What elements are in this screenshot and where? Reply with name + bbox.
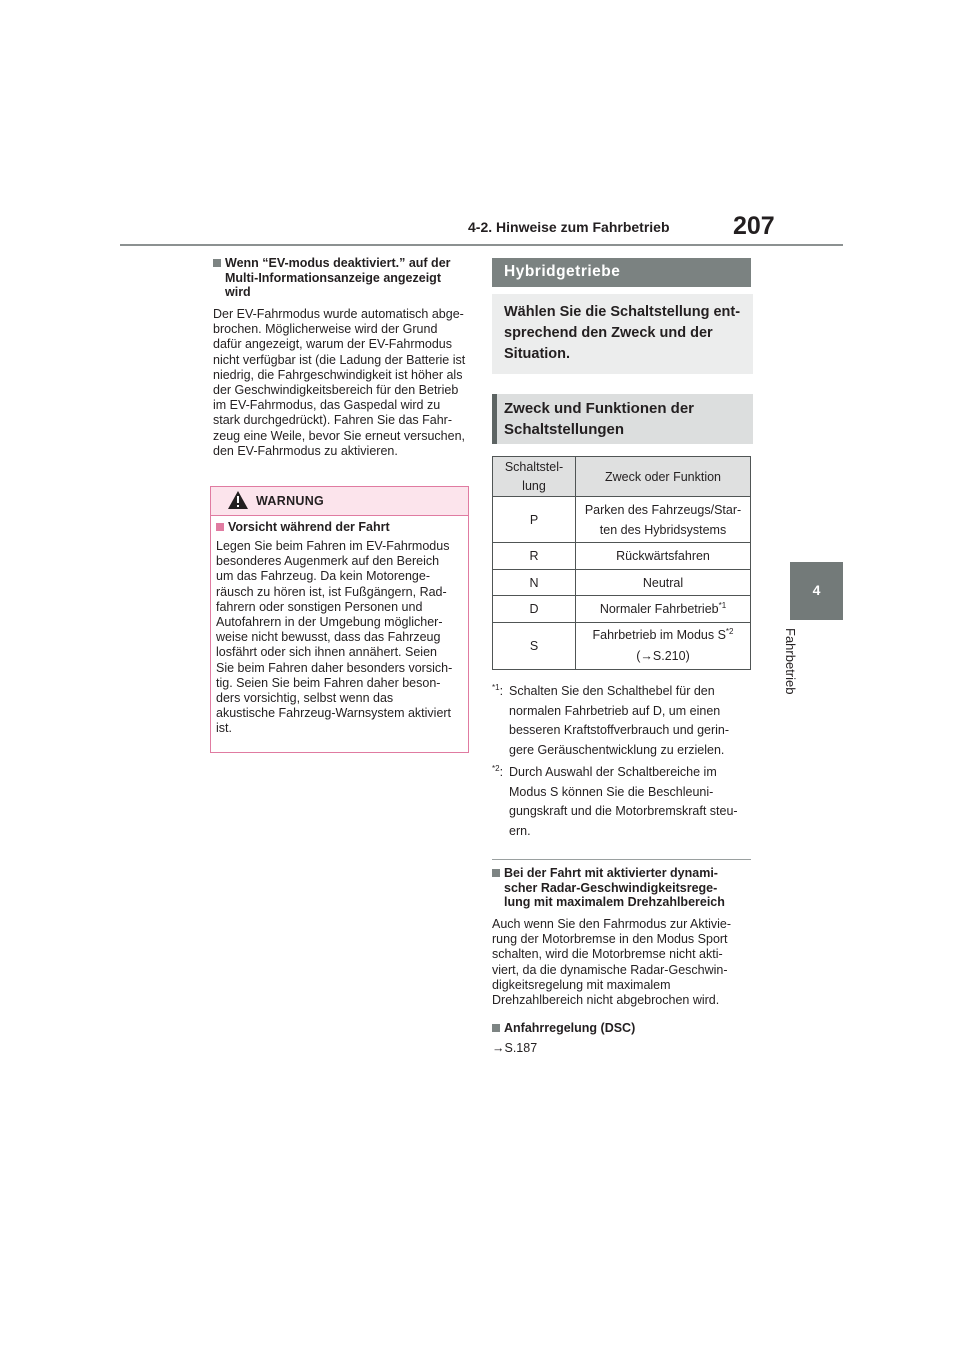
table-row: R Rückwärtsfahren: [493, 543, 751, 570]
table-row: S Fahrbetrieb im Modus $S^{*2}$ (→S.210): [493, 623, 751, 670]
table-header-row: [493, 457, 751, 497]
dsc-heading: Anfahrregelung (DSC): [492, 1021, 766, 1036]
table-row: N Neutral: [493, 570, 751, 596]
footnote-1: $^{*1}$: Schalten Sie den Schalthebel für den normalen Fahrbetrieb auf D, um einen besseren Kraftstoffverbrauch und gerin- gere Geräuschentwicklung zu erzielen.: [492, 682, 730, 757]
chapter-label: Fahrbetrieb: [783, 628, 798, 695]
table-header-position: Schaltstel- lung: [493, 457, 576, 497]
hybrid-section-title: Hybridgetriebe: [504, 263, 621, 280]
chapter-number: 4: [812, 582, 821, 598]
warning-title: WARNUNG: [256, 494, 325, 508]
page-number: 207: [733, 212, 775, 240]
section-divider: [492, 859, 751, 860]
hybrid-intro-text: Wählen Sie die Schaltstellung ent- sprechend den Zweck und der Situation.: [504, 304, 741, 362]
hybrid-section-bar: [492, 258, 751, 287]
purpose-title-accent: [492, 394, 497, 444]
ev-mode-body: Der EV-Fahrmodus wurde automatisch abge- brochen. Möglicherweise wird der Grund dafür angezeigt, warum der EV-Fahrmodus nicht verfügbar ist (die Ladung der Batterie ist niedrig, die Fahrgeschwindigkeit ist höher als der Geschwindigkeitsbereich für den Betrieb im EV-Fahrmodus, das Gaspedal wird zu stark durchgedrückt). Fahren Sie das Fahr- zeug eine Weile, bevor Sie erneut versuchen, den EV-Fahrmodus zu aktivieren.: [213, 307, 466, 458]
dsc-page-reference[interactable]: →S.187: [492, 1041, 538, 1055]
purpose-title-box: [492, 394, 753, 444]
hybrid-intro-box: [492, 294, 753, 374]
bullet-square-icon: [216, 523, 224, 531]
radar-heading: Bei der Fahrt mit aktivierter dynami- scher Radar-Geschwindigkeitsrege- lung mit maximalem Drehzahlbereich: [492, 866, 766, 910]
radar-body: Auch wenn Sie den Fahrmodus zur Aktivie- rung der Motorbremse in den Modus Sport schalten, wird die Motorbremse nicht akti- viert, da die dynamische Radar-Geschwin- digkeitsregelung mit maximalem Drehzahlbereich nicht abgebrochen wird.: [492, 917, 732, 1008]
header-divider: [120, 244, 843, 246]
footnote-2: $^{*2}$: Durch Auswahl der Schaltbereiche im Modus S können Sie die Beschleuni- gungskraft und die Motorbremskraft steu- ern.: [492, 763, 738, 838]
warning-header: [211, 487, 468, 515]
warning-triangle-icon: [227, 490, 249, 510]
bullet-square-icon: [492, 869, 500, 877]
bullet-square-icon: [213, 259, 221, 267]
table-row: D Normaler Fahrbetrieb$^{*1}$: [493, 596, 751, 623]
bullet-square-icon: [492, 1024, 500, 1032]
table-row: P Parken des Fahrzeugs/Star- ten des Hybridsystems: [493, 497, 751, 543]
section-title: 4-2. Hinweise zum Fahrbetrieb: [468, 219, 670, 235]
warning-heading: Vorsicht während der Fahrt: [216, 520, 478, 535]
purpose-title: Zweck und Funktionen der Schaltstellungen: [504, 400, 695, 438]
warning-divider: [211, 515, 468, 516]
shift-positions-table: [492, 456, 751, 670]
table-header-function: Zweck oder Funktion: [576, 457, 751, 497]
warning-body: Legen Sie beim Fahren im EV-Fahrmodus besonderes Augenmerk auf den Bereich um das Fahrzeug. Da kein Motorenge- räusch zu hören ist, ist Fußgängern, Rad- fahrern oder sonstigen Personen und Autofahrern in der Umgebung möglicher- weise nicht bewusst, dass das Fahrzeug losfährt oder sich ihnen annähert. Seien Sie beim Fahren daher besonders vorsich- tig. Seien Sie beim Fahren daher beson- ders vorsichtig, selbst wenn das akustische Fahrzeug-Warnsystem aktiviert ist.: [216, 539, 453, 736]
ev-mode-heading: Wenn “EV-modus deaktiviert.” auf der Multi-Informationsanzeige angezeigt wird: [213, 256, 483, 300]
